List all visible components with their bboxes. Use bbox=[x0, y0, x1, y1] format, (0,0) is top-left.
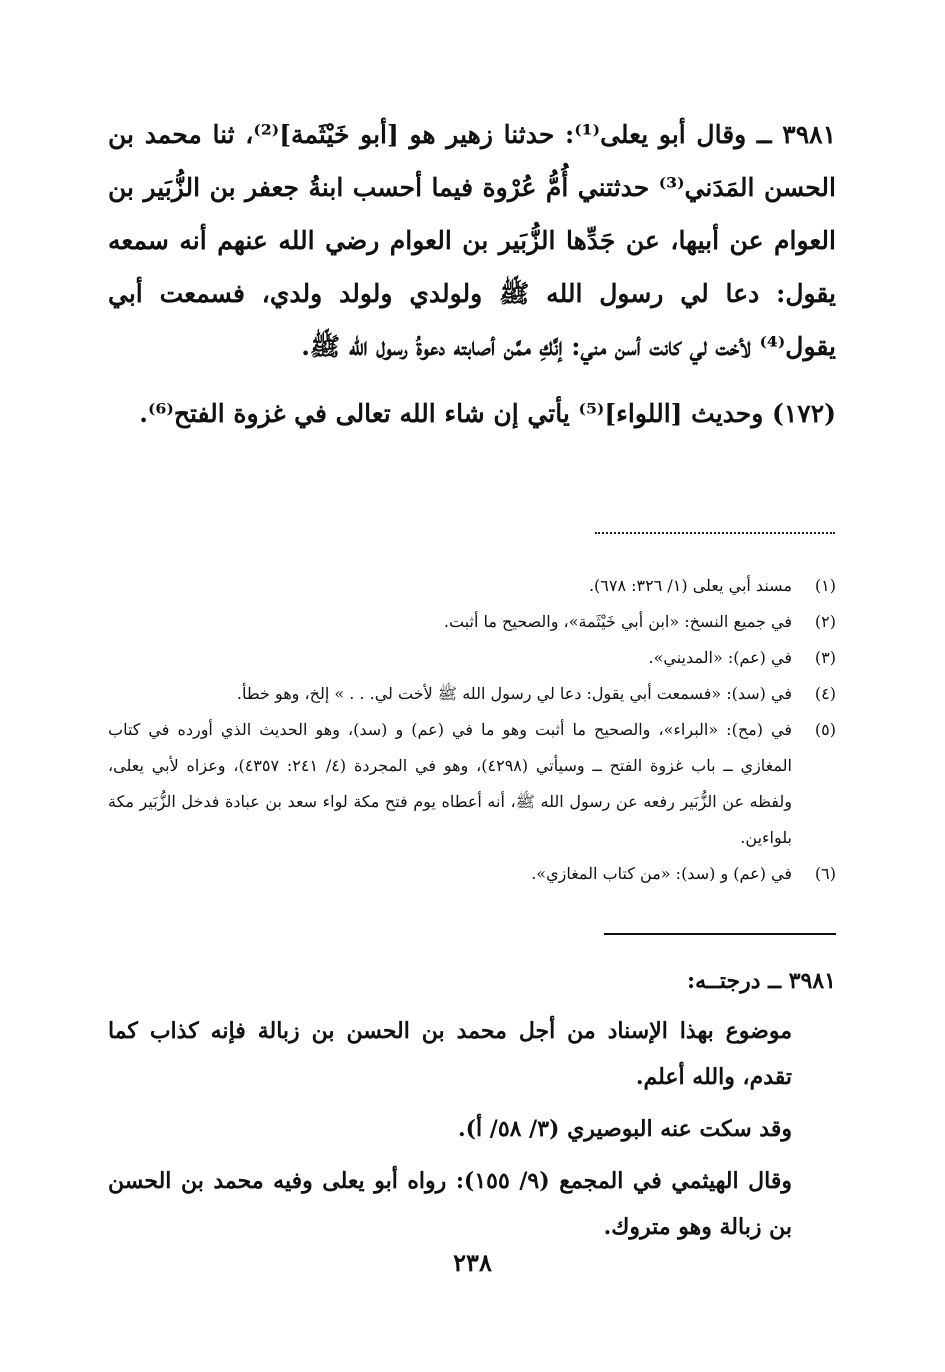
page-number: ٢٣٨ bbox=[453, 1248, 492, 1277]
main-text bbox=[108, 108, 836, 440]
grading-paragraph: وقد سكت عنه البوصيري (٣/ ٥٨/ أ). bbox=[457, 1116, 792, 1142]
footnote-number: (٤) bbox=[814, 684, 836, 703]
footnote-text: في (مح): «البراء»، والصحيح ما أثبت وهو ما في (عم) و (سد)، وهو الحديث الذي أورده في كتاب المغازي ــ باب غزوة الفتح ــ وسيأتي (٤٢٩٨)، وهو في المجردة (٤/ ٢٤١: ٤٣٥٧)، وعزاه لأبي يعلى، ولفظه عن الزُّبَير رفعه عن رسول الله ﷺ، أنه أعطاه يوم فتح مكة لواء سعد بن عبادة فدخل الزُّبَير مكة بلواءين. bbox=[108, 720, 792, 847]
footnote-number: (٥) bbox=[814, 720, 836, 739]
footnote-number: (٣) bbox=[814, 648, 836, 667]
footnote bbox=[108, 712, 836, 856]
grading-paragraph: موضوع بهذا الإسناد من أجل محمد بن الحسن بن زبالة فإنه كذاب كما تقدم، والله أعلم. bbox=[108, 1018, 792, 1090]
grading-heading: ٣٩٨١ ــ درجتــه: bbox=[687, 968, 836, 994]
footnote bbox=[108, 676, 836, 712]
footnote-text: في جميع النسخ: «ابن أبي خَيْثَمة»، والصحيح ما أثبت. bbox=[443, 612, 792, 631]
footnote bbox=[108, 568, 836, 604]
grading-paragraph: وقال الهيثمي في المجمع (٩/ ١٥٥): رواه أبو يعلى وفيه محمد بن الحسن بن زبالة وهو متروك. bbox=[108, 1168, 792, 1240]
footnote-text: مسند أبي يعلى (١/ ٣٢٦: ٦٧٨). bbox=[588, 576, 792, 595]
footnote-number: (١) bbox=[814, 576, 836, 595]
footnote-number: (٦) bbox=[814, 864, 836, 883]
footnote-text: في (سد): «فسمعت أبي يقول: دعا لي رسول الله ﷺ لأخت لي. . . » إلخ، وهو خطأ. bbox=[236, 684, 792, 703]
section-divider bbox=[604, 933, 836, 935]
footnote-number: (٢) bbox=[814, 612, 836, 631]
footnote bbox=[108, 604, 836, 640]
grading-section bbox=[108, 958, 836, 1250]
footnotes bbox=[108, 568, 836, 892]
footnote-text: في (عم): «المديني». bbox=[648, 648, 792, 667]
hadith-paragraph: ٣٩٨١ ــ وقال أبو يعلى⁽¹⁾: حدثنا زهير هو [أبو خَيْثَمة]⁽²⁾، ثنا محمد بن الحسن المَدَني⁽³⁾ حدثتني أُمُّ عُرْوة فيما أحسب ابنةُ جعفر بن الزُّبَير بن العوام عن أبيها، عن جَدِّها الزُّبَير بن العوام رضي الله عنهم أنه سمعه يقول: دعا لي رسول الله ﷺ ولولدي ولولد ولدي، فسمعت أبي يقول⁽⁴⁾ لأخت لي كانت أسن مني: إنَّكِ ممَّن أصابته دعوةُ رسول الله ﷺ. bbox=[108, 120, 836, 361]
footnote-text: في (عم) و (سد): «من كتاب المغازي». bbox=[531, 864, 792, 883]
footnote-separator bbox=[595, 532, 835, 534]
footnote bbox=[108, 856, 836, 892]
footnote bbox=[108, 640, 836, 676]
cross-reference-paragraph: (١٧٢) وحديث [اللواء]⁽⁵⁾ يأتي إن شاء الله تعالى في غزوة الفتح⁽⁶⁾. bbox=[139, 399, 836, 428]
